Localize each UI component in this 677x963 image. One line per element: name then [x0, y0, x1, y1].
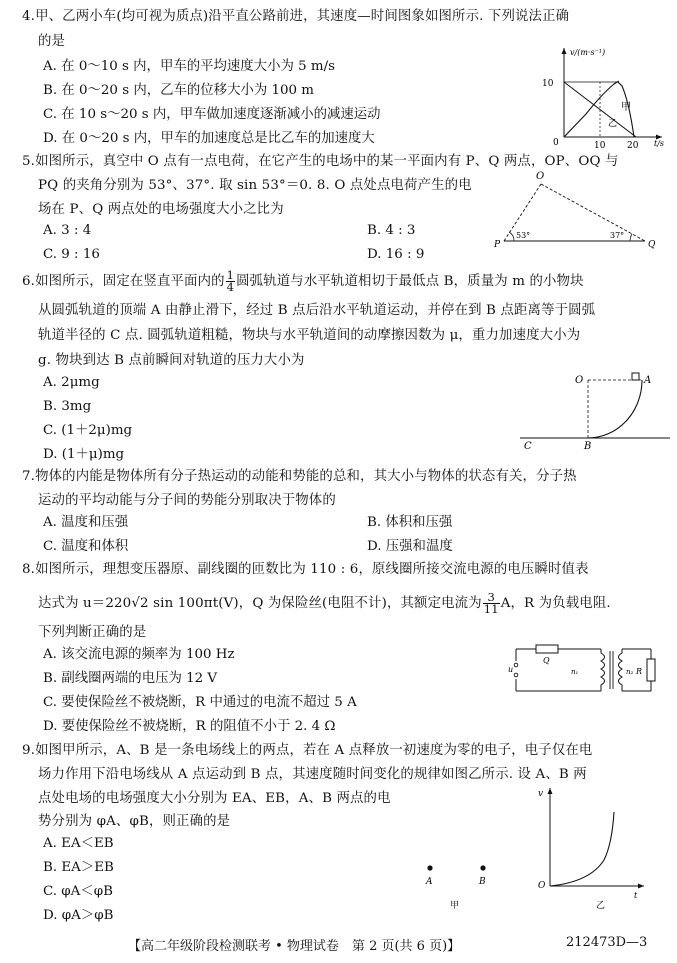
q6-fraction-numerator: 1: [226, 268, 235, 282]
q6-option-a: A. 2μmg: [43, 375, 100, 390]
q5-angle-p: 53°: [516, 231, 531, 240]
q8-option-d: D. 要使保险丝不被烧断，R 的阻值不小于 2. 4 Ω: [43, 719, 336, 734]
q5-stem-line-1: 5.如图所示，真空中 O 点有一点电荷，在它产生的电场中的某一平面内有 P、Q 两点，OP、OQ 与: [22, 154, 619, 169]
q8-stem-line-2: [38, 592, 611, 615]
q6-stem-line-3: 轨道半径的 C 点. 圆弧轨道粗糙，物块与水平轨道间的动摩擦因数为 μ，重力加速度大小为: [38, 328, 581, 343]
q5-label-o: O: [536, 171, 545, 182]
q6-label-b: B: [584, 441, 592, 450]
q6-track-figure: [520, 366, 670, 454]
q9-label-t: t: [634, 891, 638, 900]
q6-stem-line-2: 从圆弧轨道的顶端 A 由静止滑下，经过 B 点后沿水平轨道运动，并停在到 B 点距离等于圆弧: [38, 303, 596, 318]
q5-triangle-figure: [490, 166, 660, 258]
q9-label-a: A: [426, 877, 433, 887]
q9-label-v: v: [538, 789, 544, 799]
q9-vt-graph-yi: [528, 782, 648, 914]
q9-label-o: O: [538, 881, 546, 891]
q7-option-a: A. 温度和压强: [43, 515, 129, 530]
q4-vt-graph: [536, 42, 668, 154]
q8-fraction-denominator: 11: [483, 602, 499, 616]
q4-stem-line-2: 的是: [38, 34, 66, 49]
q9-option-b: B. EA＞EB: [43, 860, 114, 875]
q9-stem-line-2: 场力作用下沿电场线从 A 点运动到 B 点，其速度随时间变化的规律如图乙所示. 设 A、B 两: [38, 767, 587, 782]
q5-option-c: C. 9 : 16: [43, 247, 100, 262]
q8-label-r: R: [636, 667, 643, 676]
q6-label-c: C: [524, 441, 532, 450]
q8-stem-line-2-pre: 达式为 u＝220√2 sin 100πt(V)，Q 为保险丝(电阻不计)，其额定电流为: [38, 596, 482, 611]
q9-label-jia: 甲: [450, 901, 460, 910]
q4-x-axis-label: t/s: [654, 139, 665, 148]
q6-stem-line-1-pre: 6.如图所示，固定在竖直平面内的: [22, 274, 225, 289]
q4-x-tick-10: 10: [594, 141, 606, 150]
q4-option-d: D. 在 0～20 s 内，甲车的加速度总是比乙车的加速度大: [43, 131, 375, 146]
q8-transformer-circuit: [506, 641, 666, 705]
q9-stem-line-3: 点处电场的电场强度大小分别为 EA、EB，A、B 两点的电: [38, 791, 391, 806]
q8-label-q: Q: [543, 656, 550, 665]
q6-stem-line-1-post: 圆弧轨道与水平轨道相切于最低点 B，质量为 m 的小物块: [236, 274, 584, 289]
q7-option-b: B. 体积和压强: [367, 515, 453, 530]
q5-label-q: Q: [648, 240, 656, 250]
q4-origin: 0: [553, 138, 559, 148]
q9-option-d: D. φA＞φB: [43, 908, 114, 923]
q7-stem-line-2: 运动的平均动能与分子间的势能分别取决于物体的: [38, 493, 336, 508]
q6-stem-line-4: g. 物块到达 B 点前瞬间对轨道的压力大小为: [38, 353, 305, 368]
page-footer-title: 【高二年级阶段检测联考 • 物理试卷 第 2 页(共 6 页)】: [128, 939, 461, 954]
q8-option-b: B. 副线圈两端的电压为 12 V: [43, 671, 218, 686]
q7-option-c: C. 温度和体积: [43, 539, 129, 554]
q9-stem-line-1: 9.如图甲所示，A、B 是一条电场线上的两点，若在 A 点释放一初速度为零的电子，电子仅在电: [22, 743, 593, 758]
q5-label-p: P: [494, 240, 501, 250]
q6-stem-line-1: [22, 270, 584, 293]
q8-stem-line-2-post: A，R 为负载电阻.: [500, 596, 611, 611]
page-footer-code: 212473D—3: [566, 935, 648, 950]
q7-stem-line-1: 7.物体的内能是物体所有分子热运动的动能和势能的总和，其大小与物体的状态有关，分子热: [22, 469, 577, 484]
q5-stem-line-2: PQ 的夹角分别为 53°、37°. 取 sin 53°＝0. 8. O 点处点电荷产生的电: [38, 178, 472, 193]
q9-option-a: A. EA＜EB: [43, 836, 114, 851]
q4-x-tick-20: 20: [627, 141, 639, 150]
q6-label-a: A: [644, 375, 652, 386]
q8-option-a: A. 该交流电源的频率为 100 Hz: [43, 647, 235, 662]
q8-stem-line-1: 8.如图所示，理想变压器原、副线圈的匝数比为 110 : 6，原线圈所接交流电源的电压瞬时值表: [22, 562, 589, 577]
q8-label-n2: n₂: [626, 668, 634, 676]
q6-option-c: C. (1＋2μ)mg: [43, 423, 133, 438]
q6-label-o: O: [575, 375, 584, 386]
q5-option-d: D. 16 : 9: [367, 247, 425, 262]
q6-fraction-denominator: 4: [226, 280, 235, 294]
q5-option-b: B. 4 : 3: [367, 223, 416, 238]
q7-option-d: D. 压强和温度: [367, 539, 453, 554]
q6-option-b: B. 3mg: [43, 399, 92, 414]
q6-fraction: [226, 270, 235, 293]
q9-field-line-figure-jia: [410, 850, 510, 914]
q8-fraction: [483, 592, 500, 615]
q4-y-axis-label: v/(m·s⁻¹): [570, 48, 606, 57]
q4-label-yi: 乙: [608, 119, 618, 129]
q5-stem-line-3: 场在 P、Q 两点处的电场强度大小之比为: [38, 202, 284, 217]
q6-option-d: D. (1＋μ)mg: [43, 447, 125, 462]
q9-label-yi: 乙: [596, 901, 606, 910]
q9-label-b: B: [479, 877, 486, 887]
q4-y-tick-10: 10: [542, 79, 554, 89]
q5-option-a: A. 3 : 4: [43, 223, 92, 238]
q4-option-c: C. 在 10 s～20 s 内，甲车做加速度逐渐减小的减速运动: [43, 107, 381, 122]
q5-angle-q: 37°: [610, 231, 625, 240]
q4-stem-line-1: 4.甲、乙两小车(均可视为质点)沿平直公路前进，其速度—时间图象如图所示. 下列说法正确: [22, 9, 570, 24]
q8-label-n1: n₁: [571, 668, 579, 676]
q4-option-b: B. 在 0～20 s 内，乙车的位移大小为 100 m: [43, 83, 315, 98]
q8-stem-line-3: 下列判断正确的是: [38, 625, 147, 640]
q4-label-jia: 甲: [621, 102, 631, 113]
q9-option-c: C. φA＜φB: [43, 884, 113, 899]
q4-option-a: A. 在 0～10 s 内，甲车的平均速度大小为 5 m/s: [43, 59, 335, 74]
q9-stem-line-4: 势分别为 φA、φB，则正确的是: [38, 814, 231, 829]
q8-label-u: u: [508, 665, 514, 674]
q8-fraction-numerator: 3: [483, 592, 500, 604]
q8-option-c: C. 要使保险丝不被烧断，R 中通过的电流不超过 5 A: [43, 695, 357, 710]
